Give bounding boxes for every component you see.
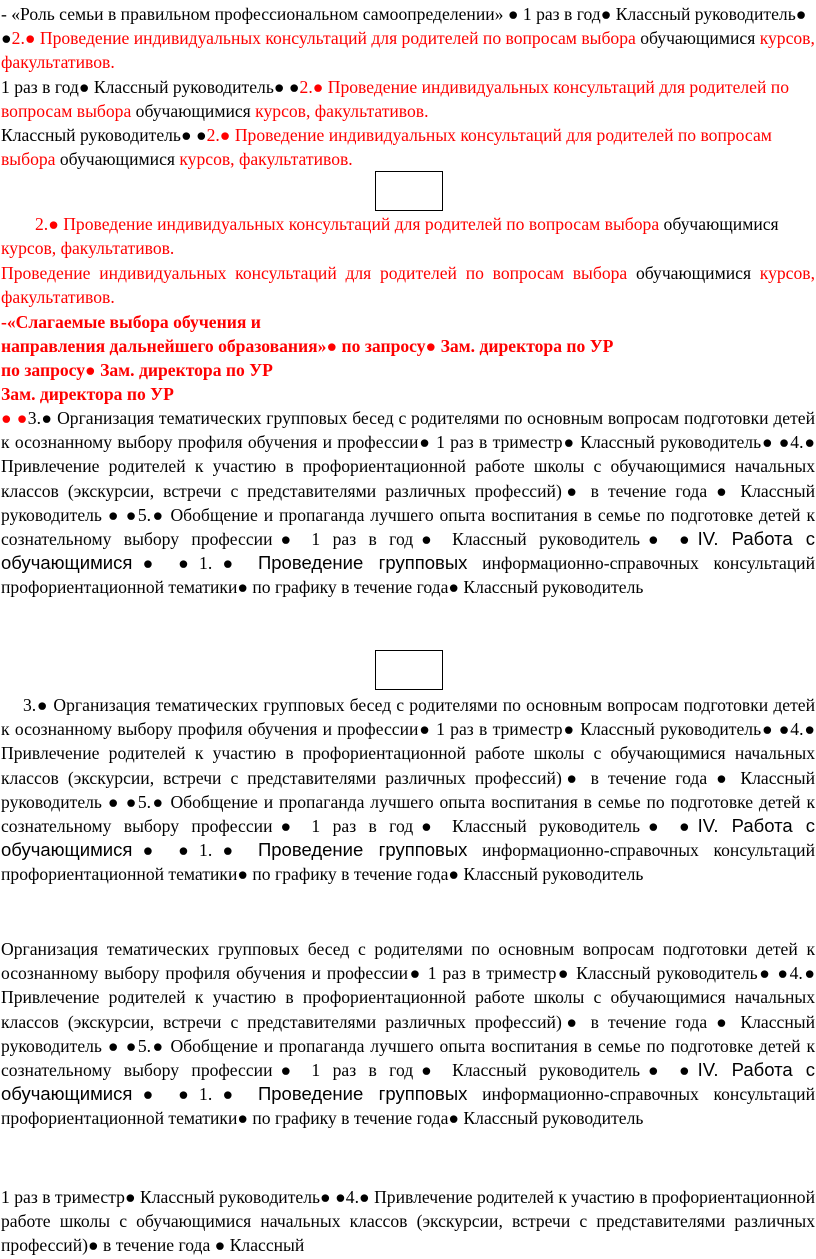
text-run-sans: Проведение групповых xyxy=(257,1083,468,1105)
paragraph-11 xyxy=(1,937,815,1131)
text-run-red: направления дальнейшего образования»● по запросу● Зам. директора по УР xyxy=(1,336,614,357)
text-run-sans: Проведение групповых xyxy=(257,552,468,574)
image-placeholder-box xyxy=(375,171,443,211)
text-run-red: курсов, факультативов. xyxy=(1,238,175,259)
text-run: - «Роль семьи в правильном профессиональном самоопределении» ● 1 раз в год● Классный руководитель● ● xyxy=(1,4,807,49)
text-run-red: по запросу● Зам. директора по УР xyxy=(1,360,273,380)
text-run: обучающимися xyxy=(635,28,760,49)
text-run: обучающимися xyxy=(55,149,180,170)
text-run: информационно-справочных консультаций профориентационной тематики● по графику в течение года● Классный руководитель xyxy=(1,840,816,885)
text-run: ● ●1.● xyxy=(132,840,258,861)
text-run-red: Проведение индивидуальных консультаций для родителей по вопросам выбора xyxy=(1,263,628,283)
paragraph-9 xyxy=(1,406,815,600)
section-heading-students: IV. Работа с обучающимися xyxy=(1,815,815,861)
text-run-red: 2.● Проведение индивидуальных консультаций для родителей по вопросам выбора xyxy=(11,28,636,49)
paragraph-12 xyxy=(1,1185,815,1258)
text-run: 3.● Организация тематических групповых бесед с родителями по основным вопросам подготовки детей к осознанному выбору профиля обучения и профессии● 1 раз в триместр● Классный руководитель● ●4.● Привлечение родителей к участию в профориентационной работе школы с обучающимися начальных классов (экскурсии, встречи с представителями различных профессий)● в течение года ● Классный руководитель ● ●5.● Обобщение и пропаганда лучшего опыта воспитания в семье по подготовке детей к сознательному выбору профессии● 1 раз в год● Классный руководитель● ● xyxy=(1,695,815,837)
text-run: обучающимися xyxy=(659,214,779,234)
text-run-red: курсов, факультативов. xyxy=(1,28,815,73)
paragraph-4 xyxy=(1,212,815,260)
text-run: ● ●1.● xyxy=(132,1084,258,1105)
text-run-red: курсов, факультативов. xyxy=(255,101,429,122)
paragraph-3 xyxy=(1,123,815,171)
text-run: 1 раз в год● Классный руководитель● ● xyxy=(1,77,300,97)
paragraph-1 xyxy=(1,2,815,75)
image-placeholder-box xyxy=(375,650,443,690)
text-run: обучающимися xyxy=(627,263,760,283)
paragraph-10 xyxy=(1,693,815,887)
text-run-sans: Проведение групповых xyxy=(257,839,468,861)
section-heading-students: IV. Работа с обучающимися xyxy=(1,1059,815,1105)
paragraph-8 xyxy=(1,382,815,406)
paragraph-7 xyxy=(1,358,815,382)
text-run-red: Зам. директора по УР xyxy=(1,384,174,404)
bullet-marks-red: ● ● xyxy=(1,408,28,428)
text-run-red: курсов, факультативов. xyxy=(1,263,815,308)
paragraph-5 xyxy=(1,261,815,309)
paragraph-6 xyxy=(1,310,815,358)
text-run: 1 раз в триместр● Классный руководитель● ●4.● Привлечение родителей к участию в профориентационной работе школы с обучающимися начальных классов (экскурсии, встречи с представителями различных профессий)● в течение года ● Классный xyxy=(1,1187,815,1256)
text-run-red: курсов, факультативов. xyxy=(179,149,353,170)
text-run-red: -«Слагаемые выбора обучения и xyxy=(1,312,261,332)
text-run: ● ●1.● xyxy=(132,553,258,574)
text-run: Организация тематических групповых бесед с родителями по основным вопросам подготовки детей к осознанному выбору профиля обучения и профессии● 1 раз в триместр● Классный руководитель● ●4.● Привлечение родителей к участию в профориентационной работе школы с обучающимися начальных классов (экскурсии, встречи с представителями различных профессий)● в течение года ● Классный руководитель ● ●5.● Обобщение и пропаганда лучшего опыта воспитания в семье по подготовке детей к сознательному выбору профессии● 1 раз в год● Классный руководитель● ● xyxy=(1,939,815,1081)
text-run: обучающимися xyxy=(131,101,256,122)
text-run-red: 2.● Проведение индивидуальных консультаций для родителей по вопросам выбора xyxy=(35,214,660,234)
text-run-red: 2.● Проведение индивидуальных консультаций для родителей по вопросам выбора xyxy=(1,125,772,170)
section-heading-students: IV. Работа с обучающимися xyxy=(1,528,815,574)
text-run-red: 2.● Проведение индивидуальных консультаций для родителей по вопросам выбора xyxy=(1,77,789,122)
paragraph-2 xyxy=(1,75,815,123)
text-run: информационно-справочных консультаций профориентационной тематики● по графику в течение года● Классный руководитель xyxy=(1,553,816,598)
text-run: информационно-справочных консультаций профориентационной тематики● по графику в течение года● Классный руководитель xyxy=(1,1084,816,1129)
text-run: Классный руководитель● ● xyxy=(1,125,207,145)
text-run: 3.● Организация тематических групповых бесед с родителями по основным вопросам подготовки детей к осознанному выбору профиля обучения и профессии● 1 раз в триместр● Классный руководитель● ●4.● Привлечение родителей к участию в профориентационной работе школы с обучающимися начальных классов (экскурсии, встречи с представителями различных профессий)● в течение года ● Классный руководитель ● ●5.● Обобщение и пропаганда лучшего опыта воспитания в семье по подготовке детей к сознательному выбору профессии● 1 раз в год● Классный руководитель● ● xyxy=(1,408,816,550)
